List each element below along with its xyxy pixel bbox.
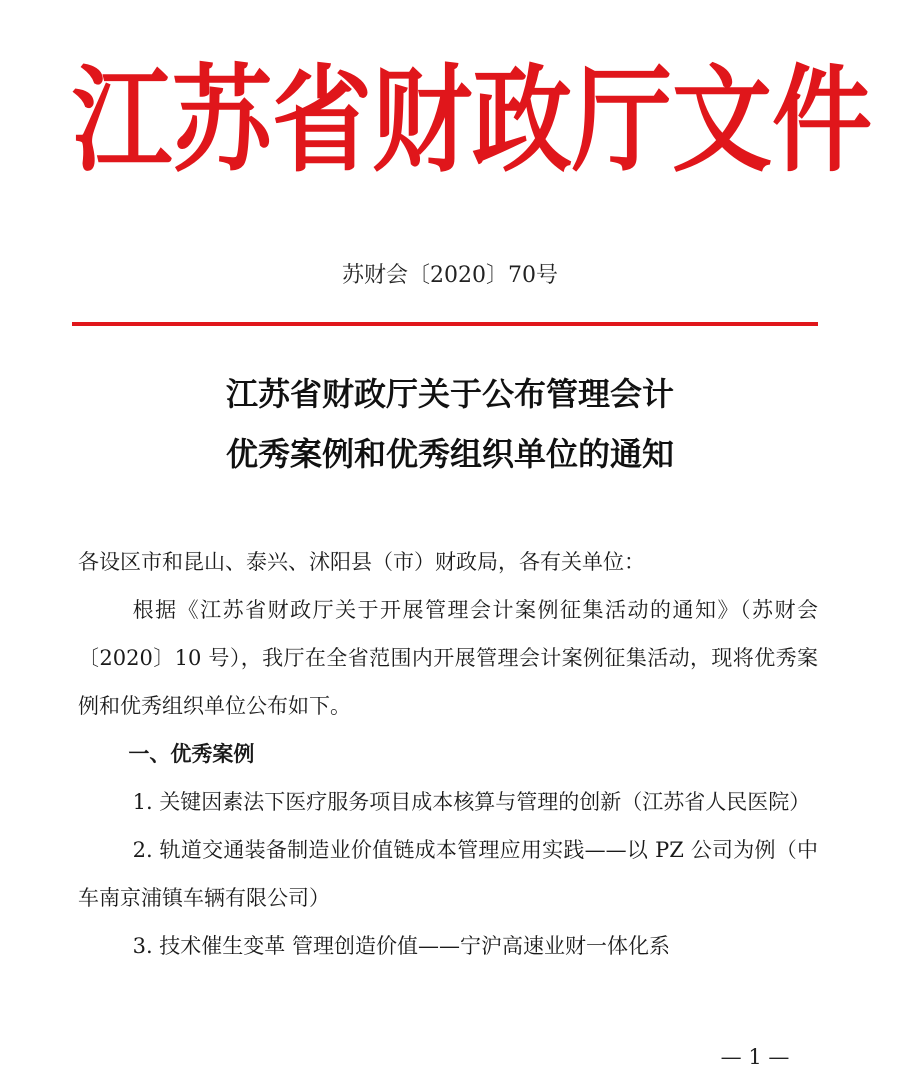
case-item-3: 3. 技术催生变革 管理创造价值——宁沪高速业财一体化系 xyxy=(132,934,670,958)
masthead-char: 厅 xyxy=(572,53,672,188)
page-number: — 1 — xyxy=(720,1045,790,1069)
document-number: 苏财会〔2020〕70号 xyxy=(342,263,558,288)
salutation: 各设区市和昆山、泰兴、沭阳县（市）财政局，各有关单位： xyxy=(78,550,645,574)
masthead-char: 政 xyxy=(472,53,572,188)
masthead-char: 苏 xyxy=(172,53,272,188)
title-line-1: 江苏省财政厅关于公布管理会计 xyxy=(225,375,674,413)
masthead-title xyxy=(72,53,872,188)
masthead-char: 件 xyxy=(772,53,872,188)
intro-paragraph: 根据《江苏省财政厅关于开展管理会计案例征集活动的通知》（苏财会〔2020〕10 号），我厅在全省范围内开展管理会计案例征集活动，现将优秀案例和优秀组织单位公布如下。 xyxy=(78,598,818,718)
title-line-2: 优秀案例和优秀组织单位的通知 xyxy=(225,435,674,473)
case-item-1: 1. 关键因素法下医疗服务项目成本核算与管理的创新（江苏省人民医院） xyxy=(132,790,811,814)
masthead-char: 财 xyxy=(372,53,472,188)
red-divider-rule xyxy=(72,322,818,326)
masthead-char: 文 xyxy=(672,53,772,188)
notice-title xyxy=(0,364,900,484)
masthead-char: 江 xyxy=(72,53,172,188)
notice-body xyxy=(78,538,818,970)
masthead-char: 省 xyxy=(272,53,372,188)
case-item-2: 2. 轨道交通装备制造业价值链成本管理应用实践——以 PZ 公司为例（中车南京浦镇车辆有限公司） xyxy=(78,838,818,910)
section-heading-excellent-cases: 一、优秀案例 xyxy=(128,742,255,766)
